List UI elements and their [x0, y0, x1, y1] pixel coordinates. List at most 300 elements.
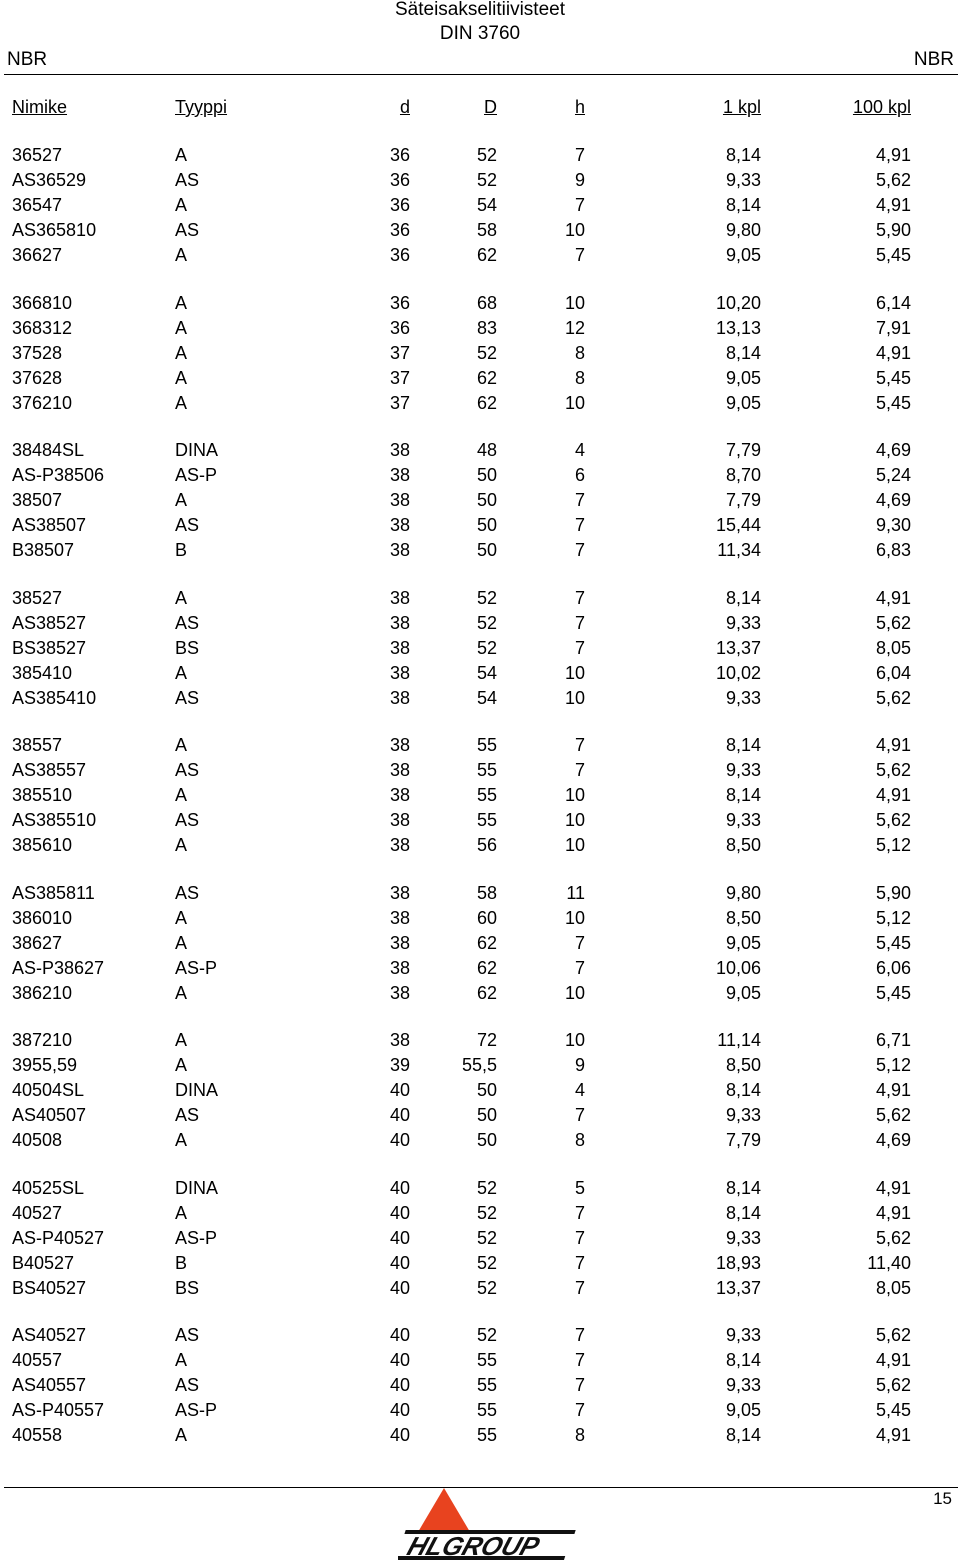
row-tyyppi: A	[175, 318, 188, 338]
row-h: 7	[574, 588, 585, 608]
row-D: 54	[476, 663, 497, 683]
row-nimike: 37528	[12, 343, 63, 363]
row-price-1kpl: 9,05	[725, 245, 761, 265]
row-tyyppi: A	[175, 588, 188, 608]
row-tyyppi: AS-P	[175, 1228, 218, 1248]
row-d: 40	[389, 1178, 410, 1198]
row-D: 68	[476, 293, 497, 313]
row-nimike: 385610	[12, 835, 73, 855]
row-tyyppi: A	[175, 1350, 188, 1370]
row-price-100kpl: 4,91	[875, 785, 911, 805]
row-nimike: 368312	[12, 318, 73, 338]
row-D: 55	[476, 760, 497, 780]
row-d: 38	[389, 688, 410, 708]
row-tyyppi: B	[175, 540, 188, 560]
page-number: 15	[933, 1489, 952, 1508]
row-tyyppi: A	[175, 835, 188, 855]
column-header-100kpl: 100 kpl	[852, 97, 911, 117]
row-price-100kpl: 8,05	[875, 1278, 911, 1298]
row-price-1kpl: 8,14	[725, 1425, 761, 1445]
row-D: 52	[476, 1325, 497, 1345]
row-nimike: 36527	[12, 145, 63, 165]
row-tyyppi: AS	[175, 220, 200, 240]
page-subtitle: DIN 3760	[439, 23, 521, 44]
row-D: 50	[476, 1105, 497, 1125]
row-nimike: 366810	[12, 293, 73, 313]
row-D: 52	[476, 1278, 497, 1298]
row-nimike: 385410	[12, 663, 73, 683]
row-price-1kpl: 8,50	[725, 908, 761, 928]
row-price-100kpl: 5,90	[875, 883, 911, 903]
row-price-100kpl: 5,62	[875, 170, 911, 190]
row-price-100kpl: 5,62	[875, 1228, 911, 1248]
row-nimike: AS40527	[12, 1325, 87, 1345]
row-price-1kpl: 8,14	[725, 195, 761, 215]
row-price-1kpl: 11,34	[717, 540, 761, 560]
row-nimike: 3955,59	[12, 1055, 78, 1075]
row-price-1kpl: 9,33	[725, 1375, 761, 1395]
row-price-1kpl: 9,33	[725, 170, 761, 190]
row-nimike: AS-P40557	[12, 1400, 105, 1420]
row-D: 52	[476, 588, 497, 608]
row-d: 38	[389, 588, 410, 608]
row-price-100kpl: 4,91	[875, 1080, 911, 1100]
row-price-1kpl: 9,33	[725, 1325, 761, 1345]
row-price-100kpl: 5,90	[875, 220, 911, 240]
row-price-1kpl: 8,14	[725, 785, 761, 805]
row-D: 62	[476, 245, 497, 265]
row-h: 7	[574, 245, 585, 265]
row-d: 38	[389, 540, 410, 560]
row-price-100kpl: 4,69	[875, 1130, 911, 1150]
row-tyyppi: A	[175, 735, 188, 755]
row-price-1kpl: 9,33	[725, 688, 761, 708]
row-price-100kpl: 4,91	[875, 343, 911, 363]
row-price-100kpl: 5,45	[875, 368, 911, 388]
row-D: 55	[476, 1375, 497, 1395]
row-price-1kpl: 8,14	[725, 735, 761, 755]
row-price-1kpl: 8,50	[725, 1055, 761, 1075]
row-nimike: AS385811	[12, 883, 95, 903]
row-d: 38	[389, 735, 410, 755]
row-h: 11	[566, 883, 585, 903]
row-h: 10	[564, 220, 585, 240]
row-d: 40	[389, 1130, 410, 1150]
row-price-1kpl: 9,33	[725, 810, 761, 830]
row-h: 8	[574, 1130, 585, 1150]
row-price-100kpl: 4,91	[875, 735, 911, 755]
row-tyyppi: A	[175, 195, 188, 215]
row-price-100kpl: 5,62	[875, 1105, 911, 1125]
row-h: 7	[574, 1228, 585, 1248]
row-price-1kpl: 8,14	[725, 343, 761, 363]
material-label-left: NBR	[7, 49, 48, 70]
row-price-100kpl: 11,40	[867, 1253, 911, 1273]
row-h: 7	[574, 1375, 585, 1395]
row-tyyppi: BS	[175, 1278, 200, 1298]
row-h: 12	[564, 318, 585, 338]
row-price-100kpl: 7,91	[875, 318, 911, 338]
svg-text:HLGROUP: HLGROUP	[403, 1531, 544, 1561]
row-h: 8	[574, 368, 585, 388]
row-nimike: 38527	[12, 588, 63, 608]
row-price-100kpl: 5,24	[875, 465, 911, 485]
row-price-1kpl: 7,79	[725, 440, 761, 460]
column-header-tyyppi: Tyyppi	[175, 97, 228, 117]
row-price-100kpl: 4,91	[875, 1425, 911, 1445]
row-tyyppi: AS-P	[175, 958, 218, 978]
row-tyyppi: A	[175, 908, 188, 928]
row-price-1kpl: 9,05	[725, 983, 761, 1003]
row-d: 38	[389, 785, 410, 805]
row-tyyppi: A	[175, 1425, 188, 1445]
column-header-nimike: Nimike	[12, 97, 68, 117]
row-price-1kpl: 10,06	[715, 958, 761, 978]
row-h: 10	[564, 908, 585, 928]
row-d: 36	[389, 195, 410, 215]
row-nimike: 376210	[12, 393, 73, 413]
row-price-100kpl: 5,12	[875, 908, 911, 928]
row-price-1kpl: 9,05	[725, 1400, 761, 1420]
row-tyyppi: AS	[175, 760, 200, 780]
row-price-100kpl: 5,45	[875, 245, 911, 265]
row-D: 52	[476, 1228, 497, 1248]
row-price-1kpl: 9,80	[725, 883, 761, 903]
row-d: 38	[389, 983, 410, 1003]
row-d: 40	[389, 1400, 410, 1420]
row-D: 55,5	[461, 1055, 497, 1075]
row-tyyppi: A	[175, 343, 188, 363]
row-D: 55	[476, 735, 497, 755]
row-d: 36	[389, 220, 410, 240]
row-price-1kpl: 9,33	[725, 613, 761, 633]
row-D: 62	[476, 983, 497, 1003]
row-h: 10	[564, 785, 585, 805]
row-price-1kpl: 9,05	[725, 933, 761, 953]
row-tyyppi: AS	[175, 1375, 200, 1395]
row-price-1kpl: 7,79	[725, 490, 761, 510]
row-nimike: 36627	[12, 245, 63, 265]
row-d: 38	[389, 810, 410, 830]
row-h: 7	[574, 1253, 585, 1273]
row-tyyppi: AS	[175, 170, 200, 190]
row-h: 4	[574, 1080, 585, 1100]
row-nimike: 38627	[12, 933, 63, 953]
row-nimike: AS40507	[12, 1105, 87, 1125]
row-tyyppi: DINA	[175, 440, 219, 460]
row-D: 55	[476, 810, 497, 830]
row-tyyppi: DINA	[175, 1080, 219, 1100]
row-price-100kpl: 5,45	[875, 933, 911, 953]
row-tyyppi: B	[175, 1253, 188, 1273]
column-header-D: D	[484, 97, 497, 117]
row-tyyppi: AS-P	[175, 1400, 218, 1420]
row-D: 56	[476, 835, 497, 855]
row-tyyppi: A	[175, 785, 188, 805]
row-nimike: AS38507	[12, 515, 87, 535]
row-D: 52	[476, 1253, 497, 1273]
row-h: 7	[574, 613, 585, 633]
row-nimike: B40527	[12, 1253, 75, 1273]
row-price-100kpl: 6,71	[875, 1030, 911, 1050]
row-price-1kpl: 13,37	[715, 638, 761, 658]
row-price-1kpl: 9,05	[725, 393, 761, 413]
row-D: 52	[476, 613, 497, 633]
row-tyyppi: A	[175, 663, 188, 683]
row-nimike: 387210	[12, 1030, 73, 1050]
row-nimike: AS365810	[12, 220, 97, 240]
row-price-100kpl: 5,62	[875, 613, 911, 633]
hlgroup-logo	[398, 1486, 598, 1562]
row-tyyppi: A	[175, 145, 188, 165]
column-header-d: d	[399, 97, 410, 117]
row-nimike: 40557	[12, 1350, 63, 1370]
row-nimike: 40525SL	[12, 1178, 85, 1198]
row-price-1kpl: 15,44	[715, 515, 761, 535]
row-tyyppi: A	[175, 933, 188, 953]
row-nimike: AS-P40527	[12, 1228, 105, 1248]
row-nimike: AS385510	[12, 810, 97, 830]
row-d: 38	[389, 465, 410, 485]
row-h: 6	[574, 465, 585, 485]
row-D: 54	[476, 688, 497, 708]
row-price-100kpl: 9,30	[875, 515, 911, 535]
row-D: 50	[476, 490, 497, 510]
row-tyyppi: A	[175, 293, 188, 313]
row-h: 10	[564, 835, 585, 855]
row-h: 9	[574, 170, 585, 190]
row-nimike: B38507	[12, 540, 75, 560]
row-tyyppi: A	[175, 983, 188, 1003]
row-D: 50	[476, 1080, 497, 1100]
row-tyyppi: A	[175, 393, 188, 413]
row-d: 38	[389, 1030, 410, 1050]
row-d: 38	[389, 638, 410, 658]
row-nimike: AS40557	[12, 1375, 87, 1395]
row-d: 38	[389, 908, 410, 928]
row-h: 7	[574, 1105, 585, 1125]
row-price-100kpl: 5,45	[875, 983, 911, 1003]
row-nimike: AS385410	[12, 688, 97, 708]
row-D: 52	[476, 145, 497, 165]
row-h: 7	[574, 145, 585, 165]
row-h: 10	[564, 663, 585, 683]
row-d: 40	[389, 1105, 410, 1125]
row-price-1kpl: 9,05	[725, 368, 761, 388]
row-h: 7	[574, 1278, 585, 1298]
row-d: 40	[389, 1425, 410, 1445]
row-h: 7	[574, 958, 585, 978]
row-nimike: 40527	[12, 1203, 63, 1223]
row-D: 83	[476, 318, 497, 338]
row-h: 8	[574, 343, 585, 363]
row-d: 38	[389, 663, 410, 683]
row-d: 38	[389, 613, 410, 633]
row-D: 55	[476, 1350, 497, 1370]
row-d: 40	[389, 1350, 410, 1370]
row-h: 7	[574, 490, 585, 510]
row-nimike: BS38527	[12, 638, 87, 658]
row-price-100kpl: 5,45	[875, 393, 911, 413]
row-nimike: AS-P38627	[12, 958, 105, 978]
row-nimike: 40558	[12, 1425, 63, 1445]
row-price-1kpl: 9,80	[725, 220, 761, 240]
row-h: 7	[574, 195, 585, 215]
row-price-100kpl: 4,91	[875, 145, 911, 165]
row-d: 36	[389, 293, 410, 313]
row-nimike: 38557	[12, 735, 63, 755]
row-D: 72	[476, 1030, 497, 1050]
column-header-1kpl: 1 kpl	[722, 97, 761, 117]
row-h: 10	[564, 983, 585, 1003]
row-D: 52	[476, 1203, 497, 1223]
row-nimike: 40504SL	[12, 1080, 85, 1100]
row-nimike: 38484SL	[12, 440, 85, 460]
row-d: 37	[389, 368, 410, 388]
row-tyyppi: AS	[175, 1325, 200, 1345]
row-price-100kpl: 4,91	[875, 1178, 911, 1198]
row-price-100kpl: 4,91	[875, 1203, 911, 1223]
row-price-1kpl: 7,79	[725, 1130, 761, 1150]
row-price-100kpl: 5,45	[875, 1400, 911, 1420]
row-tyyppi: AS	[175, 883, 200, 903]
row-price-100kpl: 5,62	[875, 760, 911, 780]
row-price-1kpl: 11,14	[717, 1030, 761, 1050]
row-price-100kpl: 4,69	[875, 490, 911, 510]
row-price-1kpl: 9,33	[725, 760, 761, 780]
row-tyyppi: DINA	[175, 1178, 219, 1198]
row-h: 7	[574, 735, 585, 755]
row-tyyppi: AS	[175, 515, 200, 535]
row-d: 38	[389, 835, 410, 855]
row-price-100kpl: 5,12	[875, 1055, 911, 1075]
row-h: 7	[574, 933, 585, 953]
row-nimike: 37628	[12, 368, 63, 388]
row-D: 50	[476, 465, 497, 485]
row-nimike: AS-P38506	[12, 465, 105, 485]
row-tyyppi: AS	[175, 810, 200, 830]
row-price-100kpl: 5,62	[875, 688, 911, 708]
row-tyyppi: A	[175, 245, 188, 265]
row-d: 37	[389, 343, 410, 363]
row-D: 58	[476, 883, 497, 903]
row-tyyppi: A	[175, 1055, 188, 1075]
row-h: 7	[574, 638, 585, 658]
row-d: 40	[389, 1253, 410, 1273]
row-D: 52	[476, 343, 497, 363]
row-h: 10	[564, 293, 585, 313]
row-d: 36	[389, 145, 410, 165]
row-tyyppi: A	[175, 368, 188, 388]
material-label-right: NBR	[913, 49, 954, 70]
row-price-1kpl: 10,02	[715, 663, 761, 683]
row-h: 7	[574, 1203, 585, 1223]
row-nimike: 386010	[12, 908, 73, 928]
row-price-100kpl: 6,14	[875, 293, 911, 313]
row-price-100kpl: 6,06	[875, 958, 911, 978]
row-D: 55	[476, 785, 497, 805]
row-d: 38	[389, 490, 410, 510]
row-nimike: 36547	[12, 195, 63, 215]
row-d: 40	[389, 1325, 410, 1345]
row-D: 52	[476, 638, 497, 658]
row-h: 10	[564, 688, 585, 708]
header-rule	[4, 74, 958, 75]
row-h: 10	[564, 393, 585, 413]
row-tyyppi: AS-P	[175, 465, 218, 485]
row-d: 38	[389, 440, 410, 460]
row-d: 40	[389, 1228, 410, 1248]
row-h: 7	[574, 1350, 585, 1370]
row-D: 50	[476, 1130, 497, 1150]
row-tyyppi: A	[175, 1130, 188, 1150]
row-price-1kpl: 8,50	[725, 835, 761, 855]
row-D: 60	[476, 908, 497, 928]
row-D: 52	[476, 170, 497, 190]
row-d: 37	[389, 393, 410, 413]
row-price-1kpl: 8,14	[725, 1080, 761, 1100]
row-D: 62	[476, 393, 497, 413]
row-h: 7	[574, 515, 585, 535]
row-D: 55	[476, 1400, 497, 1420]
row-h: 7	[574, 540, 585, 560]
row-nimike: 386210	[12, 983, 73, 1003]
row-d: 40	[389, 1278, 410, 1298]
row-price-1kpl: 8,14	[725, 145, 761, 165]
row-price-100kpl: 4,91	[875, 588, 911, 608]
row-price-100kpl: 5,62	[875, 1325, 911, 1345]
row-d: 38	[389, 933, 410, 953]
row-price-100kpl: 4,91	[875, 195, 911, 215]
row-h: 10	[564, 1030, 585, 1050]
row-price-1kpl: 9,33	[725, 1228, 761, 1248]
row-D: 50	[476, 515, 497, 535]
row-D: 62	[476, 933, 497, 953]
row-h: 4	[574, 440, 585, 460]
row-price-100kpl: 8,05	[875, 638, 911, 658]
row-d: 38	[389, 515, 410, 535]
row-price-1kpl: 8,14	[725, 1350, 761, 1370]
row-h: 10	[564, 810, 585, 830]
row-price-100kpl: 6,83	[875, 540, 911, 560]
row-tyyppi: AS	[175, 688, 200, 708]
row-price-1kpl: 8,70	[725, 465, 761, 485]
row-nimike: 38507	[12, 490, 63, 510]
row-D: 50	[476, 540, 497, 560]
row-price-1kpl: 9,33	[725, 1105, 761, 1125]
row-h: 5	[574, 1178, 585, 1198]
column-header-h: h	[574, 97, 585, 117]
row-d: 36	[389, 170, 410, 190]
row-d: 40	[389, 1203, 410, 1223]
row-D: 58	[476, 220, 497, 240]
logo-wordmark	[398, 1530, 576, 1561]
row-d: 40	[389, 1080, 410, 1100]
row-nimike: BS40527	[12, 1278, 87, 1298]
row-tyyppi: AS	[175, 1105, 200, 1125]
row-d: 36	[389, 245, 410, 265]
row-nimike: 385510	[12, 785, 73, 805]
row-D: 55	[476, 1425, 497, 1445]
row-tyyppi: BS	[175, 638, 200, 658]
row-tyyppi: A	[175, 1030, 188, 1050]
row-d: 38	[389, 760, 410, 780]
row-D: 62	[476, 958, 497, 978]
row-nimike: AS38527	[12, 613, 87, 633]
row-nimike: 40508	[12, 1130, 63, 1150]
row-d: 38	[389, 958, 410, 978]
row-price-1kpl: 8,14	[725, 1203, 761, 1223]
